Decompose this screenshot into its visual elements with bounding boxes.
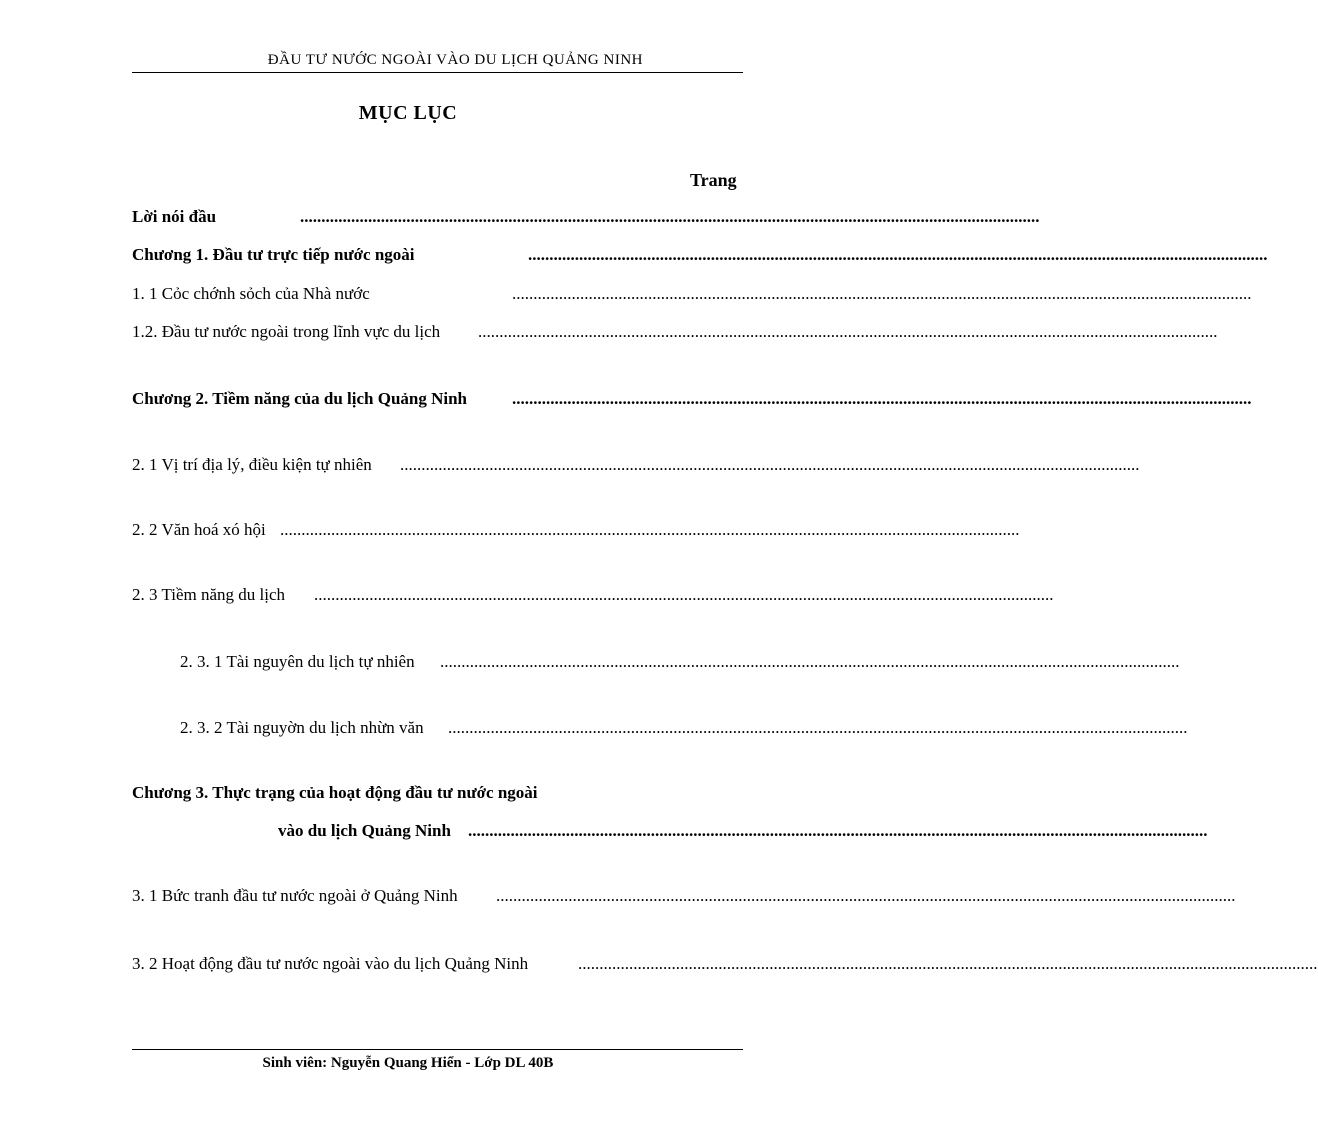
toc-entry-chapter-3-cont bbox=[278, 821, 1208, 841]
page-title: MỤC LỤC bbox=[358, 102, 458, 124]
toc-leader-dots: .............................................................................................................................................................................. bbox=[400, 455, 1140, 474]
toc-entry-chapter-3 bbox=[132, 783, 662, 803]
footer-rule bbox=[132, 1049, 743, 1050]
toc-entry-label: Lời nói đầu bbox=[132, 207, 217, 226]
toc-leader-dots: .............................................................................................................................................................................. bbox=[496, 886, 1236, 905]
toc-leader-dots: .............................................................................................................................................................................. bbox=[528, 245, 1268, 264]
toc-entry-2-1 bbox=[132, 455, 1140, 475]
running-footer: Sinh viên: Nguyễn Quang Hiển - Lớp DL 40B bbox=[262, 1055, 554, 1071]
toc-entry-preface bbox=[132, 207, 1040, 227]
toc-leader-dots: .............................................................................................................................................................................. bbox=[280, 520, 1020, 539]
toc-leader-dots: .............................................................................................................................................................................. bbox=[478, 322, 1218, 341]
toc-leader-dots: .............................................................................................................................................................................. bbox=[512, 284, 1252, 303]
running-header: ĐẦU TƯ NƯỚC NGOÀI VÀO DU LỊCH QUẢNG NINH bbox=[267, 52, 643, 68]
toc-entry-label: 3. 2 Hoạt động đầu tư nước ngoài vào du lịch Quảng Ninh bbox=[132, 954, 529, 973]
toc-leader-dots: .............................................................................................................................................................................. bbox=[300, 207, 1040, 226]
toc-entry-1-2 bbox=[132, 322, 1218, 342]
toc-entry-label: 2. 1 Vị trí địa lý, điều kiện tự nhiên bbox=[132, 455, 372, 474]
toc-entry-label: 2. 3 Tiềm năng du lịch bbox=[132, 585, 286, 604]
toc-entry-3-1 bbox=[132, 886, 1236, 906]
toc-entry-label: Chương 2. Tiềm năng của du lịch Quảng Ninh bbox=[132, 389, 468, 408]
toc-entry-label: 2. 3. 1 Tài nguyên du lịch tự nhiên bbox=[180, 652, 415, 671]
toc-entry-label: vào du lịch Quảng Ninh bbox=[278, 821, 451, 840]
toc-leader-dots: .............................................................................................................................................................................. bbox=[314, 585, 1054, 604]
toc-entry-label: 3. 1 Bức tranh đầu tư nước ngoài ở Quảng Ninh bbox=[132, 886, 458, 905]
toc-entry-2-2 bbox=[132, 520, 1020, 540]
toc-entry-label: 1. 1 Cỏc chớnh sỏch của Nhà nước bbox=[132, 284, 370, 303]
page-column-label: Trang bbox=[690, 170, 737, 190]
toc-entry-2-3 bbox=[132, 585, 1054, 605]
toc-entry-1-1 bbox=[132, 284, 1252, 304]
toc-leader-dots: .............................................................................................................................................................................. bbox=[578, 954, 1318, 973]
toc-entry-chapter-1 bbox=[132, 245, 1268, 265]
toc-leader-dots: .............................................................................................................................................................................. bbox=[468, 821, 1208, 840]
toc-entry-label: Chương 1. Đầu tư trực tiếp nước ngoài bbox=[132, 245, 415, 264]
header-rule bbox=[132, 72, 743, 73]
toc-leader-dots: .............................................................................................................................................................................. bbox=[440, 652, 1180, 671]
toc-entry-label: 2. 2 Văn hoá xó hội bbox=[132, 520, 266, 539]
toc-entry-label: 2. 3. 2 Tài nguyờn du lịch nhừn văn bbox=[180, 718, 424, 737]
toc-entry-label: Chương 3. Thực trạng của hoạt động đầu tư nước ngoài bbox=[132, 783, 538, 802]
toc-entry-2-3-2 bbox=[180, 718, 1188, 738]
toc-leader-dots: .............................................................................................................................................................................. bbox=[448, 718, 1188, 737]
toc-entry-label: 1.2. Đầu tư nước ngoài trong lĩnh vực du lịch bbox=[132, 322, 441, 341]
toc-entry-chapter-2 bbox=[132, 389, 1252, 409]
toc-leader-dots: .............................................................................................................................................................................. bbox=[512, 389, 1252, 408]
toc-entry-3-2 bbox=[132, 954, 1318, 974]
toc-entry-2-3-1 bbox=[180, 652, 1180, 672]
